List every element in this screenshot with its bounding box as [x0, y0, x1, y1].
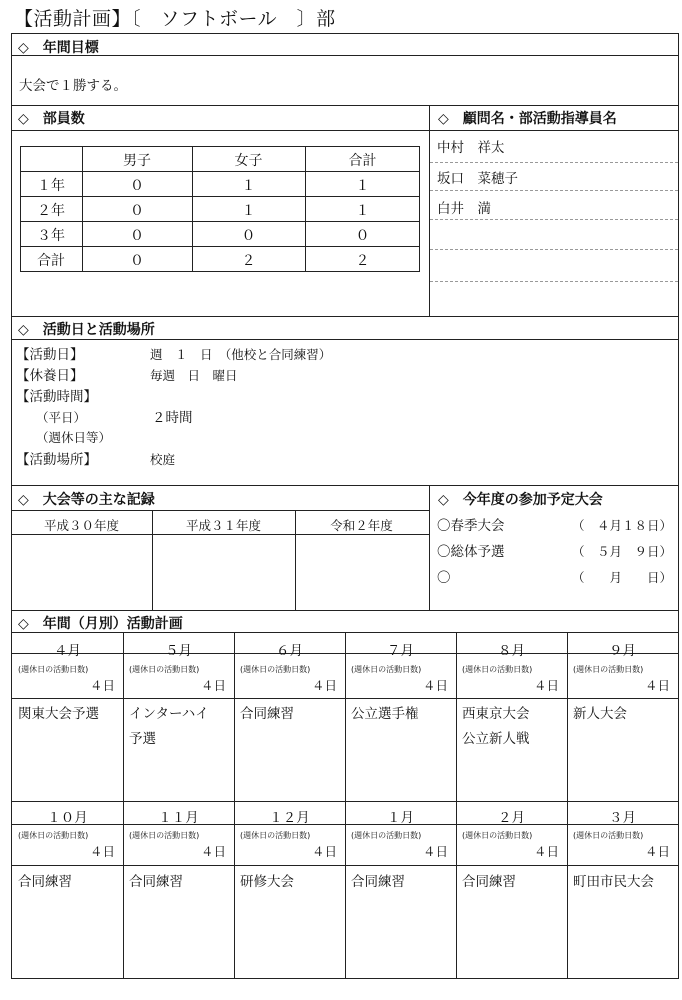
members-row-label: ３年: [37, 228, 65, 244]
page-title: 【活動計画】〔 ソフトボール 〕部: [14, 8, 336, 30]
monthly-heading: ◇ 年間（月別）活動計画: [18, 616, 183, 632]
activity-label: 【休養日】: [16, 368, 84, 384]
members-cell: ０: [130, 178, 144, 194]
planned-date: （ ４月１８日）: [572, 518, 673, 533]
members-cell: １: [241, 203, 256, 219]
activity-label: （週休日等）: [36, 430, 112, 445]
month-event: 町田市民大会: [573, 874, 654, 890]
planned-date: （ ５月 ９日）: [572, 544, 673, 559]
members-row-label: １年: [37, 178, 65, 194]
month-event: 合同練習: [462, 874, 516, 890]
month-event: 公立選手権: [351, 706, 419, 722]
weekend-days-count: ４日: [200, 844, 226, 859]
month-event: 合同練習: [351, 874, 405, 890]
annual-goal-text: 大会で１勝する。: [19, 78, 127, 94]
month-label: ６月: [276, 643, 303, 659]
members-cell: ０: [130, 203, 144, 219]
records-year: 令和２年度: [330, 518, 393, 533]
members-cell: １: [355, 178, 370, 194]
advisor-name: 中村 祥太: [437, 140, 505, 156]
weekend-days-count: ４日: [533, 844, 559, 859]
weekend-days-label: (週休日の活動日数): [462, 831, 533, 840]
advisor-name: 坂口 菜穂子: [437, 171, 518, 187]
weekend-days-label: (週休日の活動日数): [240, 665, 311, 674]
weekend-days-label: (週休日の活動日数): [351, 665, 422, 674]
advisors-heading: ◇ 顧問名・部活動指導員名: [438, 111, 617, 127]
weekend-days-count: ４日: [644, 678, 670, 693]
planned-heading: ◇ 今年度の参加予定大会: [438, 492, 603, 508]
month-event: 予選: [129, 731, 156, 747]
records-year: 平成３０年度: [43, 518, 119, 533]
planned-name: 〇: [437, 570, 451, 586]
weekend-days-count: ４日: [533, 678, 559, 693]
month-label: １月: [387, 810, 414, 826]
weekend-days-count: ４日: [422, 678, 448, 693]
weekend-days-label: (週休日の活動日数): [351, 831, 422, 840]
activity-label: 【活動場所】: [16, 452, 97, 468]
activity-value: 校庭: [150, 452, 176, 467]
month-label: ２月: [498, 810, 525, 826]
activity-label: 【活動時間】: [16, 389, 97, 405]
activity-value: 週 １ 日 （他校と合同練習）: [150, 347, 332, 362]
planned-date: （ 月 日）: [572, 570, 673, 585]
members-cell: ０: [355, 228, 370, 244]
activity-value: 毎週 日 曜日: [150, 368, 238, 383]
activity-label: 【活動日】: [16, 347, 84, 363]
records-year: 平成３１年度: [185, 518, 261, 533]
month-label: １２月: [269, 810, 310, 826]
annual-goal-heading: ◇ 年間目標: [18, 40, 99, 56]
members-col-header: 男子: [123, 153, 151, 169]
weekend-days-label: (週休日の活動日数): [240, 831, 311, 840]
month-event: 合同練習: [129, 874, 183, 890]
weekend-days-label: (週休日の活動日数): [18, 665, 89, 674]
members-cell: ０: [130, 228, 144, 244]
month-event: 西東京大会: [462, 706, 530, 722]
weekend-days-label: (週休日の活動日数): [573, 831, 644, 840]
members-cell: ０: [130, 253, 144, 269]
weekend-days-label: (週休日の活動日数): [573, 665, 644, 674]
members-cell: １: [355, 203, 370, 219]
activity-value: ２時間: [152, 410, 193, 426]
members-cell: ２: [241, 253, 256, 269]
planned-name: 〇総体予選: [437, 544, 505, 560]
weekend-days-count: ４日: [89, 678, 115, 693]
weekend-days-count: ４日: [311, 678, 337, 693]
month-label: ５月: [165, 643, 192, 659]
weekend-days-count: ４日: [200, 678, 226, 693]
month-event: 関東大会予選: [18, 706, 99, 722]
weekend-days-count: ４日: [644, 844, 670, 859]
records-heading: ◇ 大会等の主な記録: [18, 492, 155, 508]
members-cell: ０: [241, 228, 256, 244]
weekend-days-label: (週休日の活動日数): [129, 831, 200, 840]
members-row-label: 合計: [37, 253, 65, 269]
month-event: 公立新人戦: [462, 731, 530, 747]
month-label: ８月: [498, 643, 525, 659]
members-col-header: 女子: [234, 153, 263, 169]
members-col-header: 合計: [348, 153, 377, 169]
month-label: ９月: [609, 643, 636, 659]
weekend-days-label: (週休日の活動日数): [129, 665, 200, 674]
weekend-days-count: ４日: [311, 844, 337, 859]
weekend-days-label: (週休日の活動日数): [18, 831, 89, 840]
weekend-days-label: (週休日の活動日数): [462, 665, 533, 674]
month-event: インターハイ: [129, 706, 209, 722]
weekend-days-count: ４日: [89, 844, 115, 859]
members-cell: ２: [355, 253, 370, 269]
month-label: ４月: [54, 643, 81, 659]
month-event: 合同練習: [18, 874, 72, 890]
members-row-label: ２年: [37, 203, 65, 219]
activity-heading: ◇ 活動日と活動場所: [18, 322, 155, 338]
members-cell: １: [241, 178, 256, 194]
month-label: １０月: [47, 810, 88, 826]
month-label: ７月: [387, 643, 414, 659]
month-event: 研修大会: [240, 874, 294, 890]
advisor-name: 白井 満: [437, 201, 491, 217]
month-label: １１月: [158, 810, 199, 826]
weekend-days-count: ４日: [422, 844, 448, 859]
month-event: 新人大会: [573, 706, 627, 722]
month-event: 合同練習: [240, 706, 294, 722]
planned-name: 〇春季大会: [437, 518, 505, 534]
members-heading: ◇ 部員数: [18, 111, 85, 127]
activity-label: （平日）: [36, 410, 87, 425]
month-label: ３月: [609, 810, 636, 826]
